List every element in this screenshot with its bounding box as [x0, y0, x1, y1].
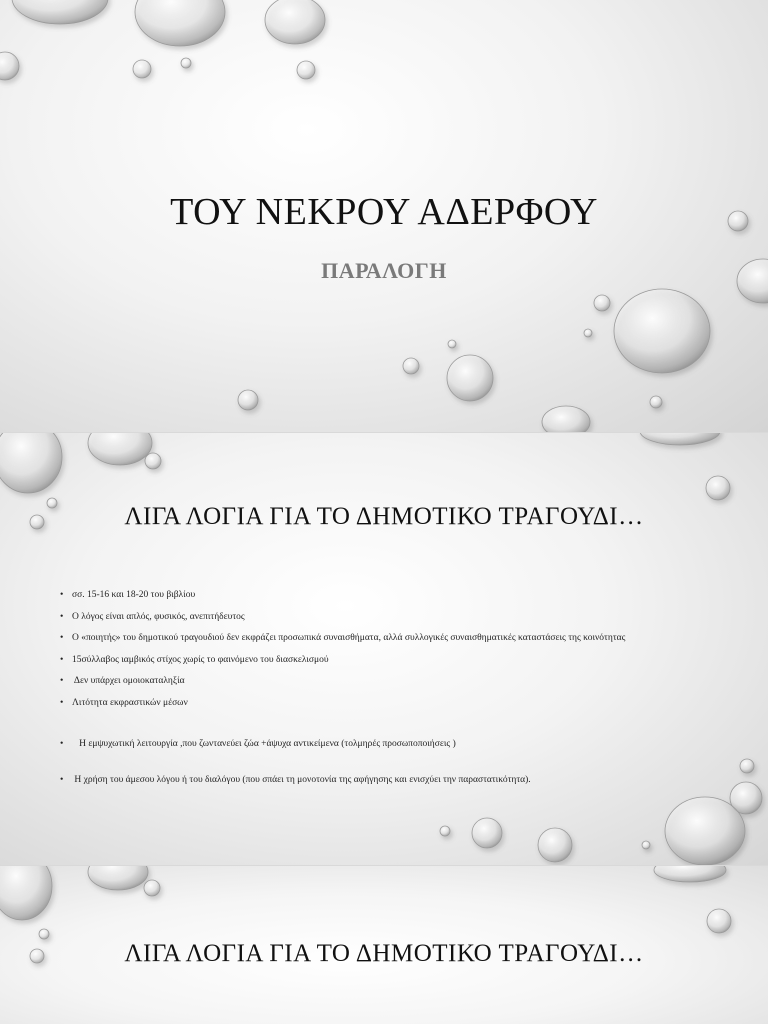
list-item: • Η εμψυχωτική λειτουργία ,που ζωντανεύει ζώα +άψυχα αντικείμενα (τολμηρές προσωποποιήσεις ): [60, 734, 740, 756]
list-item: • 15σύλλαβος ιαμβικός στίχος χωρίς το φαινόμενο του διασκελισμού: [60, 650, 740, 672]
list-item: • Δεν υπάρχει ομοιοκαταληξία: [60, 671, 740, 693]
slide-content[interactable]: [0, 433, 768, 865]
list-item: • σσ. 15-16 και 18-20 του βιβλίου: [60, 585, 740, 607]
list-item: • Ο λόγος είναι απλός, φυσικός, ανεπιτήδευτος: [60, 607, 740, 629]
slide-title-heading: ΤΟΥ ΝΕΚΡΟΥ ΑΔΕΡΦΟΥ: [170, 191, 598, 233]
slide-content-partial[interactable]: [0, 866, 768, 1024]
slide-subtitle: ΠΑΡΑΛΟΓΗ: [321, 258, 447, 283]
bullet-list: [60, 585, 740, 791]
slide-heading: ΛΙΓΑ ΛΟΓΙΑ ΓΙΑ ΤΟ ΔΗΜΟΤΙΚΟ ΤΡΑΓΟΥΔΙ…: [124, 503, 644, 530]
list-item: • Ο «ποιητής» του δημοτικού τραγουδιού δεν εκφράζει προσωπικά συναισθήματα, αλλά συλλογικές συναισθηματικές καταστάσεις της κοινότητας: [60, 628, 740, 650]
slide-heading: ΛΙΓΑ ΛΟΓΙΑ ΓΙΑ ΤΟ ΔΗΜΟΤΙΚΟ ΤΡΑΓΟΥΔΙ…: [124, 940, 644, 967]
list-item: • Η χρήση του άμεσου λόγου ή του διαλόγου (που σπάει τη μονοτονία της αφήγησης και ενισχύει την παραστατικότητα).: [60, 770, 740, 792]
list-item: • Λιτότητα εκφραστικών μέσων: [60, 693, 740, 715]
slide-title[interactable]: [0, 0, 768, 432]
